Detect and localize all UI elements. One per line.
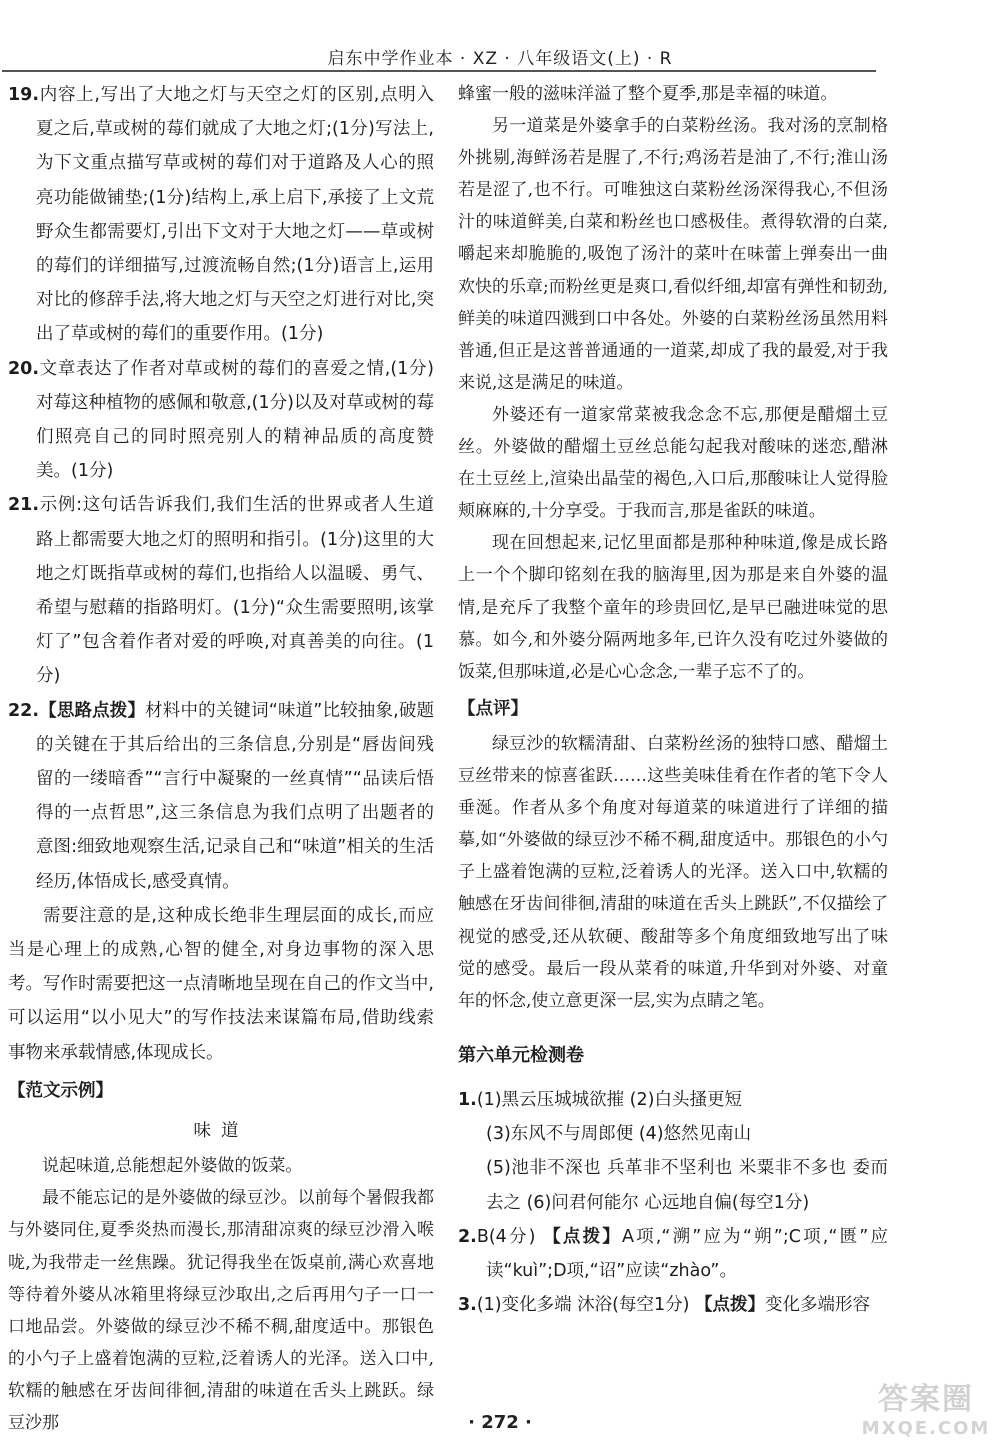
essay-paragraph: 说起味道,总能想起外婆做的饭菜。 <box>42 1156 303 1177</box>
comment-text: 绿豆沙的软糯清甜、白菜粉丝汤的独特口感、醋熘土豆丝带来的惊喜雀跃……这些美味佳肴在作者的笔下令人垂涎。作者从多个角度对每道菜的味道进行了详细的描摹,如“外婆做的绿豆沙不稀不稠,甜度适中。那银色的小勺子上盛着饱满的豆粒,泛着诱人的光泽。送入口中,软糯的触感在牙齿间徘徊,清甜的味道在舌头上跳跃”,不仅描绘了视觉的感受,还从软硬、酸甜等多个角度细致地写出了味觉的感受。最后一段从菜肴的味道,升华到对外婆、对童年的怀念,使立意更深一层,实为点睛之笔。 <box>458 733 888 1011</box>
answer-line: (1)黑云压城城欲摧 (2)白头搔更短 <box>476 1090 742 1111</box>
hint-label: 【点拨】 <box>695 1295 766 1316</box>
essay-paragraph: 另一道菜是外婆拿手的白菜粉丝汤。我对汤的烹制格外挑剔,海鲜汤若是腥了,不行;鸡汤若是油了,不行;淮山汤若是涩了,也不行。可唯独这白菜粉丝汤深得我心,不但汤汁的味道鲜美,白菜和粉丝也口感极佳。煮得软滑的白菜,嚼起来却脆脆的,吸饱了汤汁的菜叶在味蕾上弹奏出一曲欢快的乐章;而粉丝更是爽口,看似纤细,却富有弹性和韧劲,鲜美的味道四溅到口中各处。外婆的白菜粉丝汤虽然用料普通,但正是这普普通通的一道菜,却成了我的最爱,对于我来说,这是满足的味道。 <box>458 116 888 393</box>
essay-title: 味道 <box>193 1121 249 1142</box>
answer-number: 1. <box>458 1090 477 1111</box>
essay-paragraph: 最不能忘记的是外婆做的绿豆沙。以前每个暑假我都与外婆同住,夏季炎热而漫长,那清甜凉爽的绿豆沙滑入喉咙,为我带走一丝焦躁。犹记得我坐在饭桌前,满心欢喜地等待着外婆从冰箱里将绿豆沙取出,之后再用勺子一口一口地品尝。外婆做的绿豆沙不稀不稠,甜度适中。那银色的小勺子上盛着饱满的豆粒,泛着诱人的光泽。送入口中,软糯的触感在牙齿间徘徊,清甜的味道在舌头上跳跃。绿豆沙那 <box>8 1188 434 1434</box>
essay-body-left <box>8 1150 434 1439</box>
answer-text: 材料中的关键词“味道”比较抽象,破题的关键在于其后给出的三条信息,分别是“唇齿间残留的一缕暗香”“言行中凝聚的一丝真情”“品读后悟得的一点哲思”,这三条信息为我们点明了出题者的意图:细致地观察生活,记录自己和“味道”相关的生活经历,体悟成长,感受真情。 <box>36 700 434 892</box>
answer-19 <box>8 78 434 352</box>
answer-22 <box>8 694 434 899</box>
answer-line: (3)东风不与周郎便 (4)悠然见南山 <box>486 1124 752 1145</box>
answer-number: 22. <box>8 700 40 721</box>
answer-text: 示例:这句话告诉我们,我们生活的世界或者人生道路上都需要大地之灯的照明和指引。(1分)这里的大地之灯既指草或树的莓们,也指给人以温暖、勇气、希望与慰藉的指路明灯。(1分)“众生需要照明,该掌灯了”包含着作者对爱的呼唤,对真善美的向往。(1分) <box>36 495 434 687</box>
header-rule <box>2 70 876 72</box>
answer-number: 2. <box>458 1226 477 1247</box>
comment-label: 【点评】 <box>458 698 528 719</box>
hint-label: 【点拨】 <box>543 1226 622 1247</box>
answer-text: (1)变化多端 沐浴(每空1分) <box>476 1295 690 1316</box>
essay-paragraph-continued: 蜂蜜一般的滋味洋溢了整个夏季,那是幸福的味道。 <box>458 84 838 104</box>
answer-number: 21. <box>8 495 40 516</box>
section-title: 第六单元检测卷 <box>458 1044 584 1066</box>
answer-21 <box>8 488 434 693</box>
comment-body <box>458 728 888 1017</box>
answer-choice: B(4分) <box>476 1226 536 1247</box>
left-column <box>8 78 434 1439</box>
answer-text: 文章表达了作者对草或树的莓们的喜爱之情,(1分)对莓这种植物的感佩和敬意,(1分)以及对草或树的莓们照亮自己的同时照亮别人的精神品质的高度赞美。(1分) <box>36 358 434 482</box>
hint-label: 【思路点拨】 <box>39 700 146 721</box>
answer-20 <box>8 352 434 489</box>
answer-number: 19. <box>8 85 40 105</box>
answer-text: 内容上,写出了大地之灯与天空之灯的区别,点明入夏之后,草或树的莓们就成了大地之灯;(1分)写法上,为下文重点描写草或树的莓们对于道路及人心的照亮功能做铺垫;(1分)结构上,承上启下,承接了上文荒野众生都需要灯,引出下文对于大地之灯——草或树的莓们的详细描写,过渡流畅自然;(1分)语言上,运用对比的修辞手法,将大地之灯与天空之灯进行对比,突出了草或树的莓们的重要作用。(1分) <box>36 85 434 345</box>
essay-paragraph: 外婆还有一道家常菜被我念念不忘,那便是醋熘土豆丝。外婆做的醋熘土豆丝总能勾起我对酸味的迷恋,醋淋在土豆丝上,渲染出晶莹的褐色,入口后,那酸味让人觉得脸颊麻麻的,十分享受。于我而言,那是雀跃的味道。 <box>458 404 888 522</box>
page-number: · 272 · <box>468 1412 532 1433</box>
answer-number: 3. <box>458 1295 477 1316</box>
page-header <box>0 0 1000 70</box>
essay-body-right <box>458 78 888 688</box>
answer-text: 变化多端形容 <box>765 1295 871 1316</box>
answer-text: A项,“溯”应为“朔”;C项,“匮”应读“kuì”;D项,“诏”应读“zhào”。 <box>486 1226 889 1282</box>
watermark-text: 答案圈 <box>878 1382 974 1417</box>
running-title: 启东中学作业本 · XZ · 八年级语文(上) · R <box>327 49 673 69</box>
answer-22-note: 需要注意的是,这种成长绝非生理层面的成长,而应当是心理上的成熟,心智的健全,对身边事物的深入思考。写作时需要把这一点清晰地呈现在自己的作文当中,可以运用“以小见大”的写作技法来谋篇布局,借助线索事物来承载情感,体现成长。 <box>8 905 434 1063</box>
answer-s2 <box>458 1220 888 1288</box>
right-column <box>458 78 888 1322</box>
answer-line: (5)池非不深也 兵革非不坚利也 米粟非不多也 委而去之 (6)问君何能尔 心远地自偏(每空1分) <box>486 1158 888 1213</box>
answer-number: 20. <box>8 358 40 379</box>
watermark-url: MXQE.COM <box>861 1418 991 1439</box>
watermark-logo <box>856 1382 996 1446</box>
essay-paragraph: 现在回想起来,记忆里面都是那种种味道,像是成长路上一个个脚印铭刻在我的脑海里,因为那是来自外婆的温情,是充斥了我整个童年的珍贵回忆,是早已融进味觉的思慕。如今,和外婆分隔两地多年,已许久没有吃过外婆做的饭菜,但那味道,必是心心念念,一辈子忘不了的。 <box>458 533 888 682</box>
answer-s1 <box>458 1083 888 1117</box>
answer-s3 <box>458 1288 888 1322</box>
sample-essay-label: 【范文示例】 <box>8 1080 113 1101</box>
